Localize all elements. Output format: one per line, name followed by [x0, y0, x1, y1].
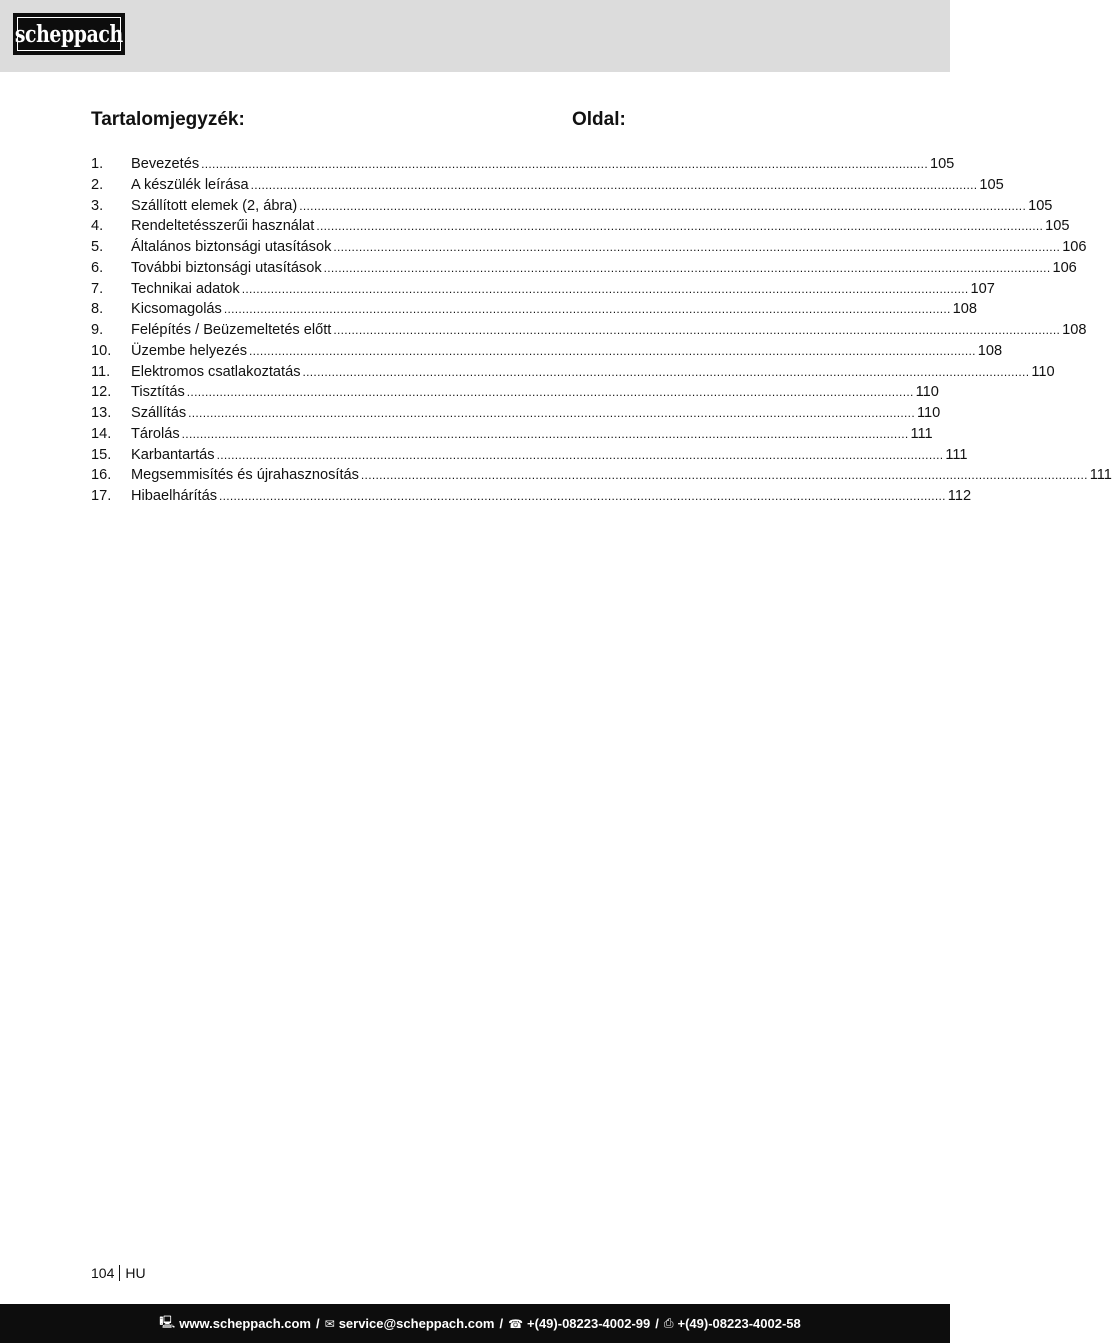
toc-leader-dots: ........................................................................................................................................................................................................ [249, 343, 976, 358]
toc-entry[interactable] [91, 362, 1055, 383]
toc-leader-dots: ........................................................................................................................................................................................................ [323, 260, 1051, 275]
toc-entry[interactable] [91, 320, 1087, 341]
toc-entry-label: A készülék leírása [131, 176, 249, 193]
toc-leader-dots: ........................................................................................................................................................................................................ [219, 489, 946, 503]
toc-entry-number: 17. [91, 488, 112, 504]
toc-entry-page: 105 [1045, 218, 1070, 235]
toc-leader-dots: ........................................................................................................................................................................................................ [333, 240, 1061, 254]
toc-title: Tartalomjegyzék: [91, 109, 245, 130]
toc-page-column-header: Oldal: [572, 109, 626, 130]
toc-entry-number: 9. [91, 322, 104, 338]
toc-entry[interactable] [91, 403, 941, 424]
toc-entry[interactable] [91, 445, 968, 466]
toc-entry[interactable] [91, 382, 939, 403]
page-header [0, 0, 950, 72]
toc-entry[interactable] [91, 299, 978, 320]
toc-entry-page: 112 [947, 488, 972, 504]
toc-entry-label: Szállított elemek (2, ábra) [131, 197, 298, 214]
toc-entry-number: 15. [91, 446, 112, 463]
toc-entry[interactable] [91, 258, 1077, 279]
phone-number: +(49)-08223-4002-99 [527, 1316, 651, 1331]
toc-entry-label: Elektromos csatlakoztatás [131, 363, 301, 380]
website-link[interactable]: www.scheppach.com [179, 1316, 311, 1331]
toc-entry[interactable] [91, 465, 1112, 486]
fax-number: +(49)-08223-4002-58 [677, 1316, 801, 1331]
toc-leader-dots: ........................................................................................................................................................................................................ [302, 364, 1030, 379]
toc-entry-number: 4. [91, 218, 104, 235]
toc-entry-number: 12. [91, 384, 112, 401]
toc-entry-page: 107 [970, 280, 995, 297]
toc-entry[interactable] [91, 341, 1003, 362]
toc-entry-number: 11. [91, 363, 111, 380]
toc-entry-page: 105 [1028, 197, 1053, 214]
toc-entry-label: Bevezetés [131, 156, 200, 172]
toc-entry-number: 2. [91, 176, 104, 193]
toc-entry-number: 14. [91, 425, 112, 442]
toc-entry-number: 10. [91, 342, 112, 359]
toc-entry[interactable] [91, 175, 1004, 196]
toc-entry-number: 8. [91, 301, 104, 318]
toc-entry-label: További biztonsági utasítások [131, 259, 322, 276]
toc-entry-number: 7. [91, 280, 104, 297]
toc-leader-dots: ........................................................................................................................................................................................................ [299, 198, 1027, 213]
toc-entry[interactable] [91, 154, 955, 175]
toc-entry-page: 108 [977, 342, 1003, 359]
toc-entry-label: Hibaelhárítás [131, 488, 217, 504]
toc-entry-number: 3. [91, 197, 104, 214]
logo-text: scheppach [15, 20, 123, 48]
toc-entry-page: 105 [929, 156, 955, 172]
contact-footer: 🖳 www.scheppach.com / ✉ service@scheppach.com / ☎ +(49)-08223-4002-99 / ⎙ +(49)-08223-4002-58 [0, 1304, 950, 1343]
telephone-icon: ☎ [508, 1316, 524, 1331]
toc-entry-label: Szállítás [131, 405, 187, 421]
toc-entry-page: 105 [979, 176, 1004, 193]
toc-entry-page: 106 [1062, 239, 1087, 255]
toc-entry-page: 111 [910, 425, 933, 442]
language-code: HU [125, 1265, 146, 1281]
toc-entry-label: Tisztítás [131, 384, 185, 401]
toc-entry[interactable] [91, 424, 933, 445]
scheppach-logo [13, 13, 125, 55]
toc-entry[interactable] [91, 279, 995, 300]
computer-icon: 🖳 [159, 1315, 176, 1329]
toc-entry-page: 106 [1052, 259, 1077, 276]
toc-entry-label: Megsemmisítés és újrahasznosítás [131, 467, 359, 484]
toc-leader-dots: ........................................................................................................................................................................................................ [241, 281, 969, 296]
toc-entry-number: 16. [91, 467, 112, 484]
page-number: 104 [91, 1265, 115, 1281]
toc-leader-dots: ........................................................................................................................................................................................................ [181, 426, 909, 441]
toc-entry-number: 13. [91, 405, 112, 421]
toc-entry-page: 111 [1089, 467, 1112, 484]
toc-entry-label: Technikai adatok [131, 280, 240, 297]
page-number-footer [91, 1264, 146, 1282]
toc-entry-number: 6. [91, 259, 104, 276]
toc-entry-page: 110 [915, 384, 939, 401]
toc-leader-dots: ........................................................................................................................................................................................................ [250, 177, 978, 192]
toc-entry-label: Tárolás [131, 425, 180, 442]
toc-leader-dots: ........................................................................................................................................................................................................ [333, 323, 1061, 337]
toc-entry-label: Karbantartás [131, 446, 215, 463]
page-number-divider [119, 1265, 120, 1281]
toc-leader-dots: ........................................................................................................................................................................................................ [201, 157, 928, 171]
toc-entry[interactable] [91, 237, 1087, 258]
fax-icon: ⎙ [663, 1316, 674, 1330]
toc-entry-page: 108 [952, 301, 978, 318]
toc-list [91, 154, 1112, 507]
toc-entry-page: 108 [1062, 322, 1087, 338]
toc-entry-label: Kicsomagolás [131, 301, 222, 318]
toc-leader-dots: ........................................................................................................................................................................................................ [216, 447, 944, 462]
toc-entry[interactable] [91, 216, 1070, 237]
email-link[interactable]: service@scheppach.com [338, 1316, 495, 1331]
toc-entry-label: Általános biztonsági utasítások [131, 239, 332, 255]
toc-entry-number: 1. [91, 156, 104, 172]
toc-entry-page: 110 [1031, 363, 1055, 380]
toc-entry-page: 111 [945, 446, 968, 463]
toc-entry-label: Üzembe helyezés [131, 342, 247, 359]
toc-entry-label: Rendeltetésszerűi használat [131, 218, 315, 235]
toc-entry-page: 110 [916, 405, 941, 421]
toc-entry-label: Felépítés / Beüzemeltetés előtt [131, 322, 332, 338]
mail-icon: ✉ [324, 1316, 335, 1331]
toc-leader-dots: ........................................................................................................................................................................................................ [188, 406, 915, 420]
toc-leader-dots: ........................................................................................................................................................................................................ [360, 468, 1088, 483]
toc-leader-dots: ........................................................................................................................................................................................................ [186, 385, 914, 400]
toc-entry-number: 5. [91, 239, 104, 255]
toc-leader-dots: ........................................................................................................................................................................................................ [223, 302, 951, 317]
toc-entry[interactable] [91, 196, 1053, 217]
toc-entry[interactable] [91, 486, 972, 507]
toc-leader-dots: ........................................................................................................................................................................................................ [316, 219, 1044, 234]
